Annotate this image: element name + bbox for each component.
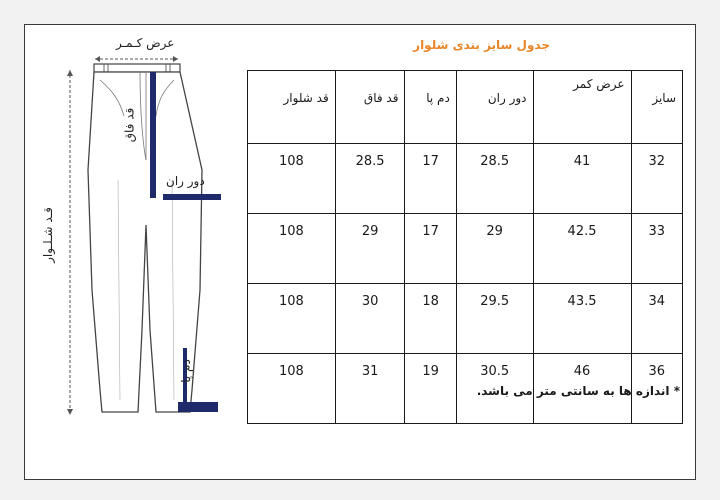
cell-size: 33 bbox=[631, 214, 682, 284]
cell-length: 108 bbox=[248, 214, 336, 284]
hem-label: دم پا bbox=[178, 359, 193, 383]
waist-label: عرض کـمـر bbox=[116, 36, 175, 50]
header-size: سایز bbox=[631, 71, 682, 144]
cell-waist: 41 bbox=[533, 144, 631, 214]
thigh-label: دور ران bbox=[166, 174, 205, 188]
cell-rise: 31 bbox=[335, 354, 405, 424]
cell-thigh: 29 bbox=[456, 214, 533, 284]
size-table bbox=[247, 70, 683, 424]
length-label: قـد شـلـوار bbox=[40, 207, 55, 263]
header-rise: قد فاق bbox=[335, 71, 405, 144]
cell-hem: 17 bbox=[405, 144, 456, 214]
table-row bbox=[248, 144, 683, 214]
pants-diagram bbox=[40, 30, 240, 430]
cell-rise: 28.5 bbox=[335, 144, 405, 214]
cell-waist: 46 bbox=[533, 354, 631, 424]
header-hem: دم پا bbox=[405, 71, 456, 144]
rise-label: قد فاق bbox=[122, 107, 137, 143]
cell-waist: 43.5 bbox=[533, 284, 631, 354]
table-row bbox=[248, 284, 683, 354]
cell-hem: 19 bbox=[405, 354, 456, 424]
cell-length: 108 bbox=[248, 284, 336, 354]
header-waist: عرض کمر bbox=[533, 71, 631, 144]
cell-thigh: 28.5 bbox=[456, 144, 533, 214]
table-header-row bbox=[248, 71, 683, 144]
header-thigh: دور ران bbox=[456, 71, 533, 144]
units-note: * اندازه ها به سانتی متر می باشد. bbox=[476, 384, 680, 398]
cell-rise: 29 bbox=[335, 214, 405, 284]
cell-size: 34 bbox=[631, 284, 682, 354]
cell-length: 108 bbox=[248, 144, 336, 214]
table-row bbox=[248, 214, 683, 284]
cell-hem: 17 bbox=[405, 214, 456, 284]
cell-rise: 30 bbox=[335, 284, 405, 354]
chart-title: جدول سایز بندی شلوار bbox=[413, 38, 550, 52]
header-length: قد شلوار bbox=[248, 71, 336, 144]
cell-length: 108 bbox=[248, 354, 336, 424]
cell-waist: 42.5 bbox=[533, 214, 631, 284]
cell-thigh: 30.5 bbox=[456, 354, 533, 424]
cell-size: 32 bbox=[631, 144, 682, 214]
cell-hem: 18 bbox=[405, 284, 456, 354]
cell-thigh: 29.5 bbox=[456, 284, 533, 354]
cell-size: 36 bbox=[631, 354, 682, 424]
